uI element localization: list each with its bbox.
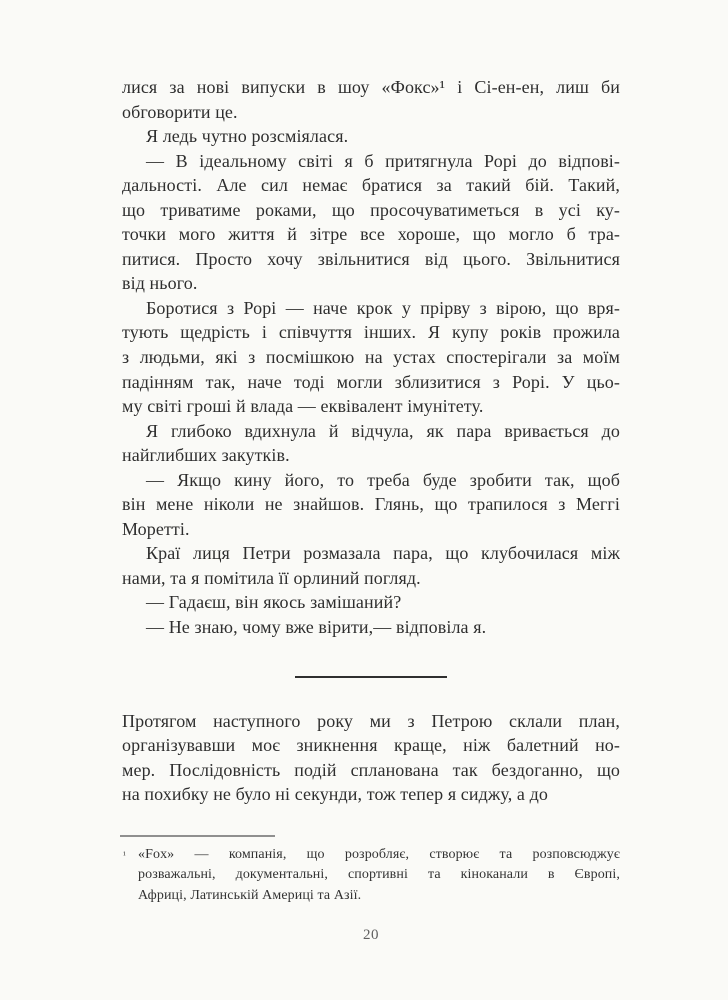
text-line: він мене ніколи не знайшов. Глянь, що трапилося з Меггі xyxy=(122,494,620,515)
text-line: падінням так, наче тоді могли зблизитися з Рорі. У цьо- xyxy=(122,371,620,392)
text-line: Протягом наступного року ми з Петрою склали план, xyxy=(122,710,620,731)
page-text-block xyxy=(122,75,620,944)
text-line: Моретті. xyxy=(122,518,190,539)
text-line: — В ідеальному світі я б притягнула Рорі до відпові- xyxy=(146,150,620,171)
text-line: — Не знаю, чому вже вірити,— відповіла я. xyxy=(146,617,487,638)
body-section-before-break xyxy=(122,75,620,640)
text-line: Краї лиця Петри розмазала пара, що клубочилася між xyxy=(146,543,620,564)
text-line: — Гадаєш, він якось замішаний? xyxy=(146,592,402,613)
text-line: тують щедрість і співчуття інших. Я купу років прожила xyxy=(122,322,620,343)
text-line: дальності. Але сил немає братися за такий бій. Такий, xyxy=(122,175,620,196)
footnote-line: розважальні, документальні, спортивні та кіноканали в Європі, xyxy=(138,867,620,883)
text-line: найглибших закутків. xyxy=(122,445,290,466)
text-line: Боротися з Рорі — наче крок у прірву з вірою, що вря- xyxy=(146,297,620,318)
text-line: на похибку не було ні секунди, тож тепер я сиджу, а до xyxy=(122,784,548,805)
footnote xyxy=(122,845,620,907)
text-line: обговорити це. xyxy=(122,101,238,122)
footnote-line: «Fox» — компанія, що розробляє, створює та розповсюджує xyxy=(138,846,620,862)
text-line: від нього. xyxy=(122,273,198,294)
text-line: з людьми, які з посмішкою на устах спостерігали за моїм xyxy=(122,347,620,368)
footnote-marker-superscript: ¹ xyxy=(123,850,126,861)
page-number: 20 xyxy=(363,927,379,944)
text-line: Я глибоко вдихнула й відчула, як пара вривається до xyxy=(146,420,620,441)
text-line: точки мого життя й зітре все хороше, що могло б тра- xyxy=(122,224,620,245)
body-section-after-break xyxy=(122,709,620,807)
scene-break-divider xyxy=(295,676,447,678)
text-line: му світі гроші й влада — еквівалент імунітету. xyxy=(122,396,484,417)
text-line: — Якщо кину його, то треба буде зробити так, щоб xyxy=(146,469,620,490)
text-line: організувавши моє зникнення краще, ніж балетний но- xyxy=(122,735,620,756)
text-line: що триватиме роками, що просочуватиметься в усі ку- xyxy=(122,199,620,220)
text-line: лися за нові випуски в шоу «Фокс»¹ і Сі-ен-ен, лиш би xyxy=(122,77,620,97)
text-line: мер. Послідовність подій спланована так бездоганно, що xyxy=(122,759,620,780)
text-line: Я ледь чутно розсміялася. xyxy=(146,126,349,147)
text-line: питися. Просто хочу звільнитися від цього. Звільнитися xyxy=(122,248,620,269)
text-line: нами, та я помітила її орлиний погляд. xyxy=(122,567,421,588)
footnote-separator-rule xyxy=(120,835,275,837)
footnote-line: Африці, Латинській Америці та Азії. xyxy=(138,887,362,903)
